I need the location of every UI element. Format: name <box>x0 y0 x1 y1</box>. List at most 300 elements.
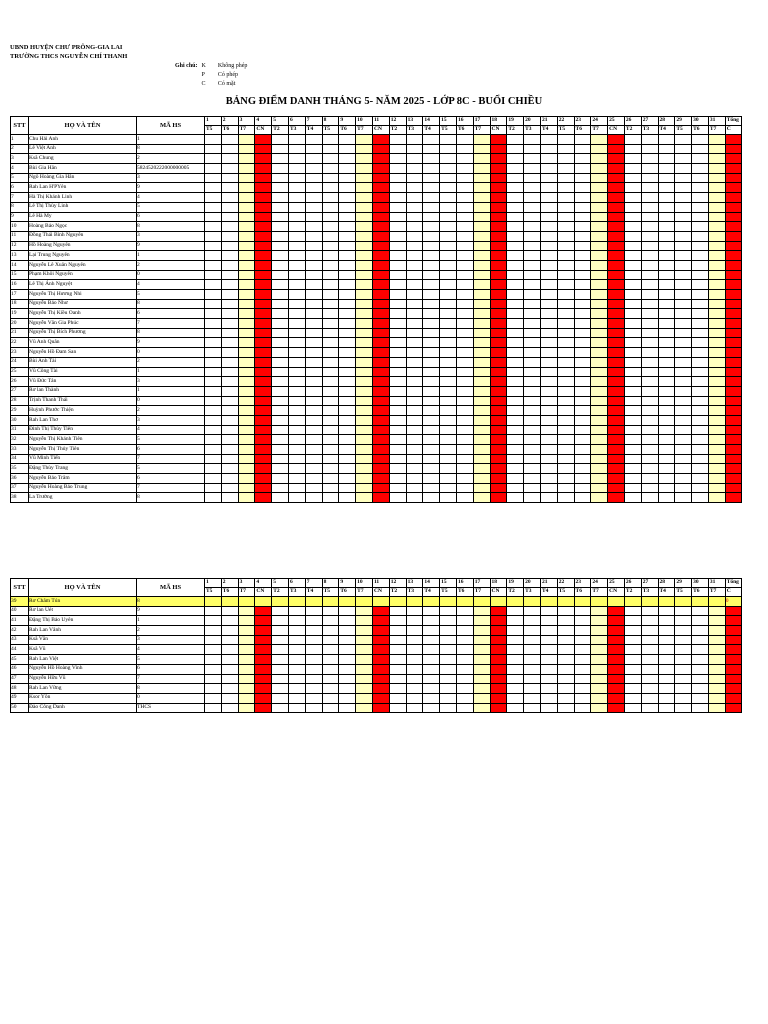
attendance-cell[interactable] <box>356 251 373 261</box>
attendance-cell[interactable] <box>624 280 641 290</box>
attendance-cell[interactable] <box>658 464 675 474</box>
student-code-cell[interactable]: 5 <box>137 464 205 474</box>
attendance-cell[interactable] <box>456 319 473 329</box>
attendance-cell[interactable] <box>641 684 658 694</box>
attendance-cell[interactable] <box>255 626 272 636</box>
attendance-cell[interactable] <box>507 616 524 626</box>
student-code-cell[interactable]: 5 <box>137 202 205 212</box>
attendance-cell[interactable] <box>456 135 473 145</box>
attendance-cell[interactable] <box>272 241 289 251</box>
attendance-cell[interactable] <box>692 154 709 164</box>
attendance-cell[interactable] <box>221 693 238 703</box>
attendance-cell[interactable] <box>708 309 725 319</box>
attendance-cell[interactable] <box>238 635 255 645</box>
attendance-cell[interactable] <box>456 396 473 406</box>
student-code-cell[interactable]: 6 <box>137 445 205 455</box>
attendance-cell[interactable] <box>272 435 289 445</box>
attendance-cell[interactable] <box>372 664 389 674</box>
attendance-cell[interactable] <box>675 454 692 464</box>
attendance-cell[interactable] <box>708 693 725 703</box>
attendance-cell[interactable] <box>406 260 423 270</box>
attendance-cell[interactable] <box>624 202 641 212</box>
attendance-cell[interactable] <box>221 241 238 251</box>
attendance-cell[interactable] <box>423 464 440 474</box>
attendance-cell[interactable] <box>288 309 305 319</box>
attendance-cell[interactable] <box>675 241 692 251</box>
attendance-cell[interactable] <box>473 406 490 416</box>
attendance-cell[interactable] <box>692 328 709 338</box>
attendance-cell[interactable] <box>339 606 356 616</box>
attendance-cell[interactable] <box>490 309 507 319</box>
student-name-cell[interactable]: Chu Hải Anh <box>29 135 137 145</box>
attendance-cell[interactable] <box>490 338 507 348</box>
attendance-cell[interactable] <box>490 299 507 309</box>
attendance-cell[interactable] <box>456 299 473 309</box>
attendance-cell[interactable] <box>608 367 625 377</box>
attendance-cell[interactable] <box>456 445 473 455</box>
attendance-cell[interactable] <box>692 260 709 270</box>
attendance-cell[interactable] <box>322 474 339 484</box>
attendance-cell[interactable] <box>372 606 389 616</box>
attendance-cell[interactable] <box>490 626 507 636</box>
attendance-cell[interactable] <box>255 425 272 435</box>
attendance-cell[interactable] <box>490 454 507 464</box>
student-name-cell[interactable]: Vũ Minh Tiến <box>29 454 137 464</box>
student-code-cell[interactable]: 2 <box>137 260 205 270</box>
attendance-cell[interactable] <box>205 425 222 435</box>
student-name-cell[interactable]: Nguyễn Hữu Vũ <box>29 674 137 684</box>
attendance-cell[interactable] <box>574 144 591 154</box>
student-code-cell[interactable]: 8 <box>137 597 205 607</box>
attendance-cell[interactable] <box>372 193 389 203</box>
attendance-cell[interactable] <box>557 415 574 425</box>
attendance-cell[interactable] <box>524 655 541 665</box>
attendance-cell[interactable] <box>507 493 524 503</box>
attendance-cell[interactable] <box>423 357 440 367</box>
attendance-cell[interactable] <box>356 212 373 222</box>
attendance-cell[interactable] <box>339 328 356 338</box>
attendance-cell[interactable] <box>272 445 289 455</box>
attendance-cell[interactable] <box>692 674 709 684</box>
attendance-cell[interactable] <box>591 222 608 232</box>
attendance-cell[interactable] <box>356 193 373 203</box>
attendance-cell[interactable] <box>440 241 457 251</box>
attendance-cell[interactable] <box>272 664 289 674</box>
attendance-cell[interactable] <box>288 396 305 406</box>
attendance-cell[interactable] <box>641 445 658 455</box>
attendance-cell[interactable] <box>255 606 272 616</box>
attendance-cell[interactable] <box>339 241 356 251</box>
student-code-cell[interactable]: 1 <box>137 367 205 377</box>
attendance-cell[interactable] <box>322 154 339 164</box>
attendance-cell[interactable] <box>255 635 272 645</box>
attendance-cell[interactable] <box>221 144 238 154</box>
attendance-cell[interactable] <box>473 445 490 455</box>
attendance-cell[interactable] <box>473 483 490 493</box>
attendance-cell[interactable] <box>305 616 322 626</box>
attendance-cell[interactable] <box>456 606 473 616</box>
attendance-cell[interactable] <box>305 270 322 280</box>
attendance-cell[interactable] <box>591 309 608 319</box>
student-code-cell[interactable]: 3 <box>137 377 205 387</box>
attendance-cell[interactable] <box>205 338 222 348</box>
attendance-cell[interactable] <box>356 435 373 445</box>
attendance-cell[interactable] <box>608 290 625 300</box>
student-name-cell[interactable]: Hà Thị Khánh Linh <box>29 193 137 203</box>
attendance-cell[interactable] <box>205 231 222 241</box>
attendance-cell[interactable] <box>372 212 389 222</box>
attendance-cell[interactable] <box>708 270 725 280</box>
attendance-cell[interactable] <box>574 135 591 145</box>
attendance-cell[interactable] <box>221 474 238 484</box>
attendance-cell[interactable] <box>272 474 289 484</box>
attendance-cell[interactable] <box>238 377 255 387</box>
attendance-cell[interactable] <box>456 193 473 203</box>
attendance-cell[interactable] <box>205 193 222 203</box>
attendance-cell[interactable] <box>221 445 238 455</box>
student-code-cell[interactable]: 5 <box>137 655 205 665</box>
attendance-cell[interactable] <box>372 144 389 154</box>
attendance-cell[interactable] <box>658 154 675 164</box>
attendance-cell[interactable] <box>540 425 557 435</box>
attendance-cell[interactable] <box>658 655 675 665</box>
attendance-cell[interactable] <box>641 454 658 464</box>
attendance-cell[interactable] <box>574 193 591 203</box>
attendance-cell[interactable] <box>624 241 641 251</box>
attendance-cell[interactable] <box>389 164 406 174</box>
attendance-cell[interactable] <box>205 202 222 212</box>
attendance-cell[interactable] <box>507 664 524 674</box>
attendance-cell[interactable] <box>490 645 507 655</box>
attendance-cell[interactable] <box>305 251 322 261</box>
attendance-cell[interactable] <box>339 406 356 416</box>
attendance-cell[interactable] <box>641 597 658 607</box>
attendance-cell[interactable] <box>574 406 591 416</box>
attendance-cell[interactable] <box>540 493 557 503</box>
student-name-cell[interactable]: Rah Lan Vững <box>29 684 137 694</box>
attendance-cell[interactable] <box>339 626 356 636</box>
attendance-cell[interactable] <box>389 135 406 145</box>
attendance-cell[interactable] <box>339 164 356 174</box>
attendance-cell[interactable] <box>322 222 339 232</box>
attendance-cell[interactable] <box>440 626 457 636</box>
attendance-cell[interactable] <box>591 299 608 309</box>
attendance-cell[interactable] <box>389 645 406 655</box>
attendance-cell[interactable] <box>658 693 675 703</box>
attendance-cell[interactable] <box>406 435 423 445</box>
attendance-cell[interactable] <box>221 425 238 435</box>
attendance-cell[interactable] <box>356 493 373 503</box>
attendance-cell[interactable] <box>255 319 272 329</box>
attendance-cell[interactable] <box>624 655 641 665</box>
attendance-cell[interactable] <box>456 635 473 645</box>
attendance-cell[interactable] <box>322 464 339 474</box>
attendance-cell[interactable] <box>456 183 473 193</box>
attendance-cell[interactable] <box>372 655 389 665</box>
attendance-cell[interactable] <box>473 664 490 674</box>
attendance-cell[interactable] <box>708 464 725 474</box>
attendance-cell[interactable] <box>540 135 557 145</box>
attendance-cell[interactable] <box>658 348 675 358</box>
attendance-cell[interactable] <box>305 406 322 416</box>
attendance-cell[interactable] <box>591 260 608 270</box>
attendance-cell[interactable] <box>238 396 255 406</box>
attendance-cell[interactable] <box>608 319 625 329</box>
attendance-cell[interactable] <box>406 493 423 503</box>
attendance-cell[interactable] <box>255 164 272 174</box>
student-name-cell[interactable]: Bùi Anh Tài <box>29 357 137 367</box>
attendance-cell[interactable] <box>406 319 423 329</box>
attendance-cell[interactable] <box>389 338 406 348</box>
attendance-cell[interactable] <box>641 626 658 636</box>
attendance-cell[interactable] <box>205 703 222 713</box>
attendance-cell[interactable] <box>356 280 373 290</box>
attendance-cell[interactable] <box>440 664 457 674</box>
attendance-cell[interactable] <box>406 377 423 387</box>
attendance-cell[interactable] <box>456 655 473 665</box>
attendance-cell[interactable] <box>288 474 305 484</box>
attendance-cell[interactable] <box>288 626 305 636</box>
attendance-cell[interactable] <box>272 597 289 607</box>
attendance-cell[interactable] <box>238 655 255 665</box>
attendance-cell[interactable] <box>574 299 591 309</box>
attendance-cell[interactable] <box>356 290 373 300</box>
attendance-cell[interactable] <box>221 164 238 174</box>
attendance-cell[interactable] <box>372 183 389 193</box>
attendance-cell[interactable] <box>574 319 591 329</box>
attendance-cell[interactable] <box>339 674 356 684</box>
attendance-cell[interactable] <box>221 348 238 358</box>
attendance-cell[interactable] <box>238 251 255 261</box>
attendance-cell[interactable] <box>372 135 389 145</box>
attendance-cell[interactable] <box>624 260 641 270</box>
attendance-cell[interactable] <box>540 222 557 232</box>
attendance-cell[interactable] <box>557 626 574 636</box>
attendance-cell[interactable] <box>255 290 272 300</box>
attendance-cell[interactable] <box>540 173 557 183</box>
attendance-cell[interactable] <box>658 309 675 319</box>
attendance-cell[interactable] <box>221 645 238 655</box>
attendance-cell[interactable] <box>608 173 625 183</box>
attendance-cell[interactable] <box>423 193 440 203</box>
attendance-cell[interactable] <box>440 164 457 174</box>
attendance-cell[interactable] <box>473 377 490 387</box>
attendance-cell[interactable] <box>507 241 524 251</box>
attendance-cell[interactable] <box>708 222 725 232</box>
attendance-cell[interactable] <box>456 645 473 655</box>
attendance-cell[interactable] <box>406 280 423 290</box>
attendance-cell[interactable] <box>288 493 305 503</box>
attendance-cell[interactable] <box>574 328 591 338</box>
attendance-cell[interactable] <box>389 655 406 665</box>
student-name-cell[interactable]: Rah Lan Thơ <box>29 415 137 425</box>
attendance-cell[interactable] <box>423 212 440 222</box>
attendance-cell[interactable] <box>322 626 339 636</box>
student-name-cell[interactable]: Vũ Công Tài <box>29 367 137 377</box>
attendance-cell[interactable] <box>221 222 238 232</box>
attendance-cell[interactable] <box>658 386 675 396</box>
attendance-cell[interactable] <box>624 483 641 493</box>
attendance-cell[interactable] <box>473 693 490 703</box>
attendance-cell[interactable] <box>356 367 373 377</box>
attendance-cell[interactable] <box>641 464 658 474</box>
attendance-cell[interactable] <box>591 386 608 396</box>
attendance-cell[interactable] <box>406 445 423 455</box>
attendance-cell[interactable] <box>423 606 440 616</box>
attendance-cell[interactable] <box>591 674 608 684</box>
attendance-cell[interactable] <box>473 299 490 309</box>
attendance-cell[interactable] <box>473 135 490 145</box>
attendance-cell[interactable] <box>205 290 222 300</box>
attendance-cell[interactable] <box>221 396 238 406</box>
attendance-cell[interactable] <box>440 606 457 616</box>
attendance-cell[interactable] <box>524 626 541 636</box>
attendance-cell[interactable] <box>272 183 289 193</box>
attendance-cell[interactable] <box>423 493 440 503</box>
attendance-cell[interactable] <box>238 425 255 435</box>
attendance-cell[interactable] <box>490 435 507 445</box>
attendance-cell[interactable] <box>305 183 322 193</box>
attendance-cell[interactable] <box>473 202 490 212</box>
attendance-cell[interactable] <box>238 328 255 338</box>
attendance-cell[interactable] <box>440 270 457 280</box>
attendance-cell[interactable] <box>507 183 524 193</box>
student-name-cell[interactable]: Ngô Hoàng Gia Hân <box>29 173 137 183</box>
attendance-cell[interactable] <box>540 319 557 329</box>
attendance-cell[interactable] <box>608 626 625 636</box>
attendance-cell[interactable] <box>322 454 339 464</box>
attendance-cell[interactable] <box>658 183 675 193</box>
attendance-cell[interactable] <box>608 183 625 193</box>
attendance-cell[interactable] <box>238 674 255 684</box>
attendance-cell[interactable] <box>272 483 289 493</box>
attendance-cell[interactable] <box>238 367 255 377</box>
attendance-cell[interactable] <box>423 144 440 154</box>
attendance-cell[interactable] <box>675 693 692 703</box>
attendance-cell[interactable] <box>372 348 389 358</box>
student-code-cell[interactable]: 7 <box>137 674 205 684</box>
attendance-cell[interactable] <box>524 173 541 183</box>
attendance-cell[interactable] <box>288 202 305 212</box>
attendance-cell[interactable] <box>423 290 440 300</box>
attendance-cell[interactable] <box>406 626 423 636</box>
attendance-cell[interactable] <box>356 377 373 387</box>
student-code-cell[interactable]: 9 <box>137 183 205 193</box>
attendance-cell[interactable] <box>456 144 473 154</box>
attendance-cell[interactable] <box>272 703 289 713</box>
attendance-cell[interactable] <box>456 684 473 694</box>
attendance-cell[interactable] <box>238 703 255 713</box>
attendance-cell[interactable] <box>658 222 675 232</box>
attendance-cell[interactable] <box>406 173 423 183</box>
attendance-cell[interactable] <box>658 280 675 290</box>
attendance-cell[interactable] <box>658 606 675 616</box>
attendance-cell[interactable] <box>490 164 507 174</box>
attendance-cell[interactable] <box>322 290 339 300</box>
attendance-cell[interactable] <box>440 464 457 474</box>
attendance-cell[interactable] <box>490 280 507 290</box>
attendance-cell[interactable] <box>540 435 557 445</box>
attendance-cell[interactable] <box>708 415 725 425</box>
attendance-cell[interactable] <box>205 626 222 636</box>
attendance-cell[interactable] <box>406 144 423 154</box>
attendance-cell[interactable] <box>238 144 255 154</box>
attendance-cell[interactable] <box>389 367 406 377</box>
attendance-cell[interactable] <box>675 328 692 338</box>
attendance-cell[interactable] <box>540 164 557 174</box>
attendance-cell[interactable] <box>389 280 406 290</box>
attendance-cell[interactable] <box>608 464 625 474</box>
attendance-cell[interactable] <box>423 280 440 290</box>
attendance-cell[interactable] <box>490 635 507 645</box>
attendance-cell[interactable] <box>608 406 625 416</box>
attendance-cell[interactable] <box>339 415 356 425</box>
attendance-cell[interactable] <box>305 445 322 455</box>
attendance-cell[interactable] <box>423 367 440 377</box>
attendance-cell[interactable] <box>406 597 423 607</box>
attendance-cell[interactable] <box>255 299 272 309</box>
attendance-cell[interactable] <box>692 202 709 212</box>
attendance-cell[interactable] <box>524 483 541 493</box>
attendance-cell[interactable] <box>372 425 389 435</box>
attendance-cell[interactable] <box>692 348 709 358</box>
attendance-cell[interactable] <box>624 338 641 348</box>
attendance-cell[interactable] <box>574 396 591 406</box>
attendance-cell[interactable] <box>524 193 541 203</box>
attendance-cell[interactable] <box>658 684 675 694</box>
attendance-cell[interactable] <box>641 222 658 232</box>
attendance-cell[interactable] <box>221 260 238 270</box>
attendance-cell[interactable] <box>540 693 557 703</box>
student-name-cell[interactable]: Vũ Anh Quân <box>29 338 137 348</box>
attendance-cell[interactable] <box>423 474 440 484</box>
attendance-cell[interactable] <box>221 135 238 145</box>
attendance-cell[interactable] <box>406 367 423 377</box>
attendance-cell[interactable] <box>339 445 356 455</box>
attendance-cell[interactable] <box>574 202 591 212</box>
attendance-cell[interactable] <box>574 280 591 290</box>
attendance-cell[interactable] <box>305 655 322 665</box>
attendance-cell[interactable] <box>507 464 524 474</box>
attendance-cell[interactable] <box>440 386 457 396</box>
attendance-cell[interactable] <box>641 193 658 203</box>
attendance-cell[interactable] <box>675 260 692 270</box>
attendance-cell[interactable] <box>675 319 692 329</box>
attendance-cell[interactable] <box>305 290 322 300</box>
attendance-cell[interactable] <box>524 703 541 713</box>
attendance-cell[interactable] <box>658 425 675 435</box>
attendance-cell[interactable] <box>574 684 591 694</box>
attendance-cell[interactable] <box>238 626 255 636</box>
attendance-cell[interactable] <box>221 464 238 474</box>
attendance-cell[interactable] <box>641 319 658 329</box>
attendance-cell[interactable] <box>507 357 524 367</box>
attendance-cell[interactable] <box>372 280 389 290</box>
attendance-cell[interactable] <box>423 454 440 464</box>
attendance-cell[interactable] <box>406 202 423 212</box>
student-name-cell[interactable]: Nguyễn Thị Bích Phương <box>29 328 137 338</box>
attendance-cell[interactable] <box>608 445 625 455</box>
attendance-cell[interactable] <box>372 357 389 367</box>
student-code-cell[interactable]: 6 <box>137 309 205 319</box>
attendance-cell[interactable] <box>624 474 641 484</box>
attendance-cell[interactable] <box>608 328 625 338</box>
student-name-cell[interactable]: Rah Lan Vânh <box>29 626 137 636</box>
attendance-cell[interactable] <box>389 445 406 455</box>
attendance-cell[interactable] <box>456 309 473 319</box>
attendance-cell[interactable] <box>524 386 541 396</box>
attendance-cell[interactable] <box>557 693 574 703</box>
